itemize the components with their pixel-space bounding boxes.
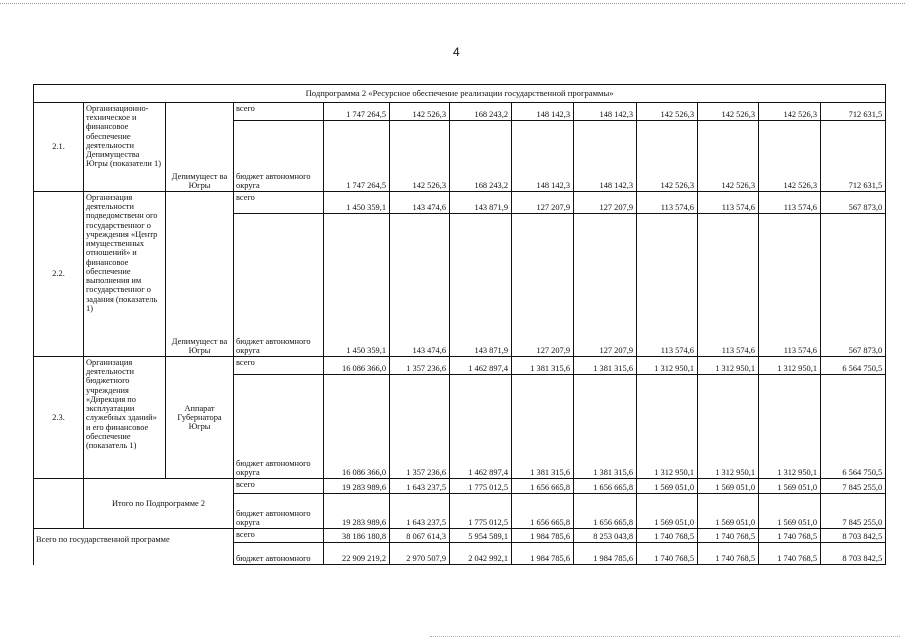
value-cell: 1 312 950,1: [759, 375, 821, 479]
value-cell: 127 207,9: [512, 214, 574, 357]
value-cell: 1 450 359,1: [324, 192, 390, 214]
subtotal-label: Итого по Подпрограмме 2: [84, 479, 234, 529]
value-cell: 5 954 589,1: [450, 529, 512, 543]
value-cell: 1 656 665,8: [512, 494, 574, 529]
activity-name: Организационно-техническое и финансовое обеспечение деятельности Депимущества Югры (показатели 1): [84, 103, 166, 192]
value-cell: 8 703 842,5: [821, 543, 886, 565]
scan-edge-top: [0, 3, 905, 4]
value-cell: 567 873,0: [821, 214, 886, 357]
value-cell: 1 740 768,5: [637, 543, 698, 565]
executor: Депимущест ва Югры: [166, 103, 234, 192]
value-cell: 1 569 051,0: [698, 479, 759, 494]
grand-total-row: [34, 529, 886, 543]
value-cell: 1 381 315,6: [574, 357, 637, 375]
value-cell: 142 526,3: [759, 103, 821, 121]
value-cell: 142 526,3: [637, 121, 698, 192]
value-cell: 1 312 950,1: [698, 375, 759, 479]
value-cell: 1 643 237,5: [390, 494, 450, 529]
source-label: всего: [234, 529, 324, 543]
source-label: всего: [234, 479, 324, 494]
value-cell: 712 631,5: [821, 121, 886, 192]
value-cell: 113 574,6: [637, 214, 698, 357]
value-cell: 127 207,9: [574, 214, 637, 357]
grand-total-label: Всего по государственной программе: [34, 529, 234, 565]
value-cell: 6 564 750,5: [821, 357, 886, 375]
source-label: всего: [234, 103, 324, 121]
value-cell: 6 564 750,5: [821, 375, 886, 479]
value-cell: 1 381 315,6: [512, 375, 574, 479]
source-label: бюджет автономного округа: [234, 214, 324, 357]
value-cell: 1 775 012,5: [450, 479, 512, 494]
value-cell: 1 381 315,6: [512, 357, 574, 375]
value-cell: 8 703 842,5: [821, 529, 886, 543]
source-label: всего: [234, 192, 324, 214]
value-cell: 2 970 507,9: [390, 543, 450, 565]
source-label: всего: [234, 357, 324, 375]
scan-edge-bottom: [430, 636, 900, 637]
value-cell: 142 526,3: [759, 121, 821, 192]
value-cell: 127 207,9: [512, 192, 574, 214]
value-cell: 1 984 785,6: [574, 543, 637, 565]
value-cell: 1 984 785,6: [512, 543, 574, 565]
subprogram-header-row: [34, 85, 886, 103]
value-cell: 8 253 043,8: [574, 529, 637, 543]
value-cell: 1 357 236,6: [390, 357, 450, 375]
value-cell: 1 569 051,0: [759, 479, 821, 494]
source-label: бюджет автономного: [234, 543, 324, 565]
value-cell: 1 740 768,5: [698, 529, 759, 543]
page-number: 4: [453, 45, 460, 59]
value-cell: 1 740 768,5: [759, 529, 821, 543]
value-cell: 1 747 264,5: [324, 103, 390, 121]
value-cell: 712 631,5: [821, 103, 886, 121]
value-cell: 143 871,9: [450, 214, 512, 357]
source-label: бюджет автономного округа: [234, 121, 324, 192]
value-cell: 1 775 012,5: [450, 494, 512, 529]
value-cell: 113 574,6: [759, 192, 821, 214]
value-cell: 1 357 236,6: [390, 375, 450, 479]
value-cell: 1 450 359,1: [324, 214, 390, 357]
value-cell: 113 574,6: [698, 214, 759, 357]
value-cell: 1 747 264,5: [324, 121, 390, 192]
value-cell: 143 474,6: [390, 192, 450, 214]
value-cell: 113 574,6: [637, 192, 698, 214]
table-row: [34, 357, 886, 375]
value-cell: 1 462 897,4: [450, 375, 512, 479]
value-cell: 1 984 785,6: [512, 529, 574, 543]
value-cell: 19 283 989,6: [324, 479, 390, 494]
activity-name: Организация деятельности бюджетного учреждения «Дирекция по эксплуатации служебных зданий» и его финансовое обеспечение (показатель 1): [84, 357, 166, 479]
activity-name: Организация деятельности подведомственн ого государственног о учреждения «Центр имущественных отношений» и финансовое обеспечение выполнения им государственног о задания (показатель 1): [84, 192, 166, 357]
budget-table: [33, 84, 886, 565]
row-number: 2.1.: [34, 103, 84, 192]
value-cell: 16 086 366,0: [324, 375, 390, 479]
value-cell: 168 243,2: [450, 121, 512, 192]
value-cell: 168 243,2: [450, 103, 512, 121]
source-label: бюджет автономного округа: [234, 494, 324, 529]
value-cell: 1 312 950,1: [698, 357, 759, 375]
value-cell: 1 740 768,5: [637, 529, 698, 543]
subprogram-header: Подпрограмма 2 «Ресурсное обеспечение реализации государственной программы»: [34, 85, 886, 103]
value-cell: 19 283 989,6: [324, 494, 390, 529]
subtotal-row: [34, 479, 886, 494]
value-cell: 16 086 366,0: [324, 357, 390, 375]
value-cell: 22 909 219,2: [324, 543, 390, 565]
value-cell: 1 740 768,5: [698, 543, 759, 565]
value-cell: 1 569 051,0: [637, 479, 698, 494]
value-cell: 1 569 051,0: [637, 494, 698, 529]
value-cell: 1 643 237,5: [390, 479, 450, 494]
value-cell: 148 142,3: [574, 121, 637, 192]
table-row: [34, 103, 886, 121]
value-cell: 143 871,9: [450, 192, 512, 214]
value-cell: 1 656 665,8: [512, 479, 574, 494]
value-cell: 38 186 180,8: [324, 529, 390, 543]
value-cell: 148 142,3: [512, 121, 574, 192]
value-cell: 7 845 255,0: [821, 494, 886, 529]
value-cell: 1 740 768,5: [759, 543, 821, 565]
value-cell: 1 569 051,0: [759, 494, 821, 529]
value-cell: 1 312 950,1: [637, 357, 698, 375]
value-cell: 127 207,9: [574, 192, 637, 214]
value-cell: 7 845 255,0: [821, 479, 886, 494]
row-number: 2.3.: [34, 357, 84, 479]
value-cell: 143 474,6: [390, 214, 450, 357]
value-cell: 113 574,6: [759, 214, 821, 357]
table-row: [34, 192, 886, 214]
executor: Депимущест ва Югры: [166, 192, 234, 357]
executor: Аппарат Губернатора Югры: [166, 357, 234, 479]
value-cell: 142 526,3: [698, 121, 759, 192]
value-cell: 142 526,3: [698, 103, 759, 121]
value-cell: 1 462 897,4: [450, 357, 512, 375]
empty-cell: [34, 479, 84, 529]
value-cell: 113 574,6: [698, 192, 759, 214]
value-cell: 142 526,3: [390, 103, 450, 121]
value-cell: 567 873,0: [821, 192, 886, 214]
value-cell: 142 526,3: [637, 103, 698, 121]
value-cell: 1 312 950,1: [759, 357, 821, 375]
value-cell: 1 656 665,8: [574, 494, 637, 529]
row-number: 2.2.: [34, 192, 84, 357]
value-cell: 8 067 614,3: [390, 529, 450, 543]
value-cell: 142 526,3: [390, 121, 450, 192]
value-cell: 2 042 992,1: [450, 543, 512, 565]
value-cell: 1 656 665,8: [574, 479, 637, 494]
value-cell: 1 569 051,0: [698, 494, 759, 529]
value-cell: 148 142,3: [512, 103, 574, 121]
value-cell: 148 142,3: [574, 103, 637, 121]
value-cell: 1 312 950,1: [637, 375, 698, 479]
source-label: бюджет автономного округа: [234, 375, 324, 479]
value-cell: 1 381 315,6: [574, 375, 637, 479]
